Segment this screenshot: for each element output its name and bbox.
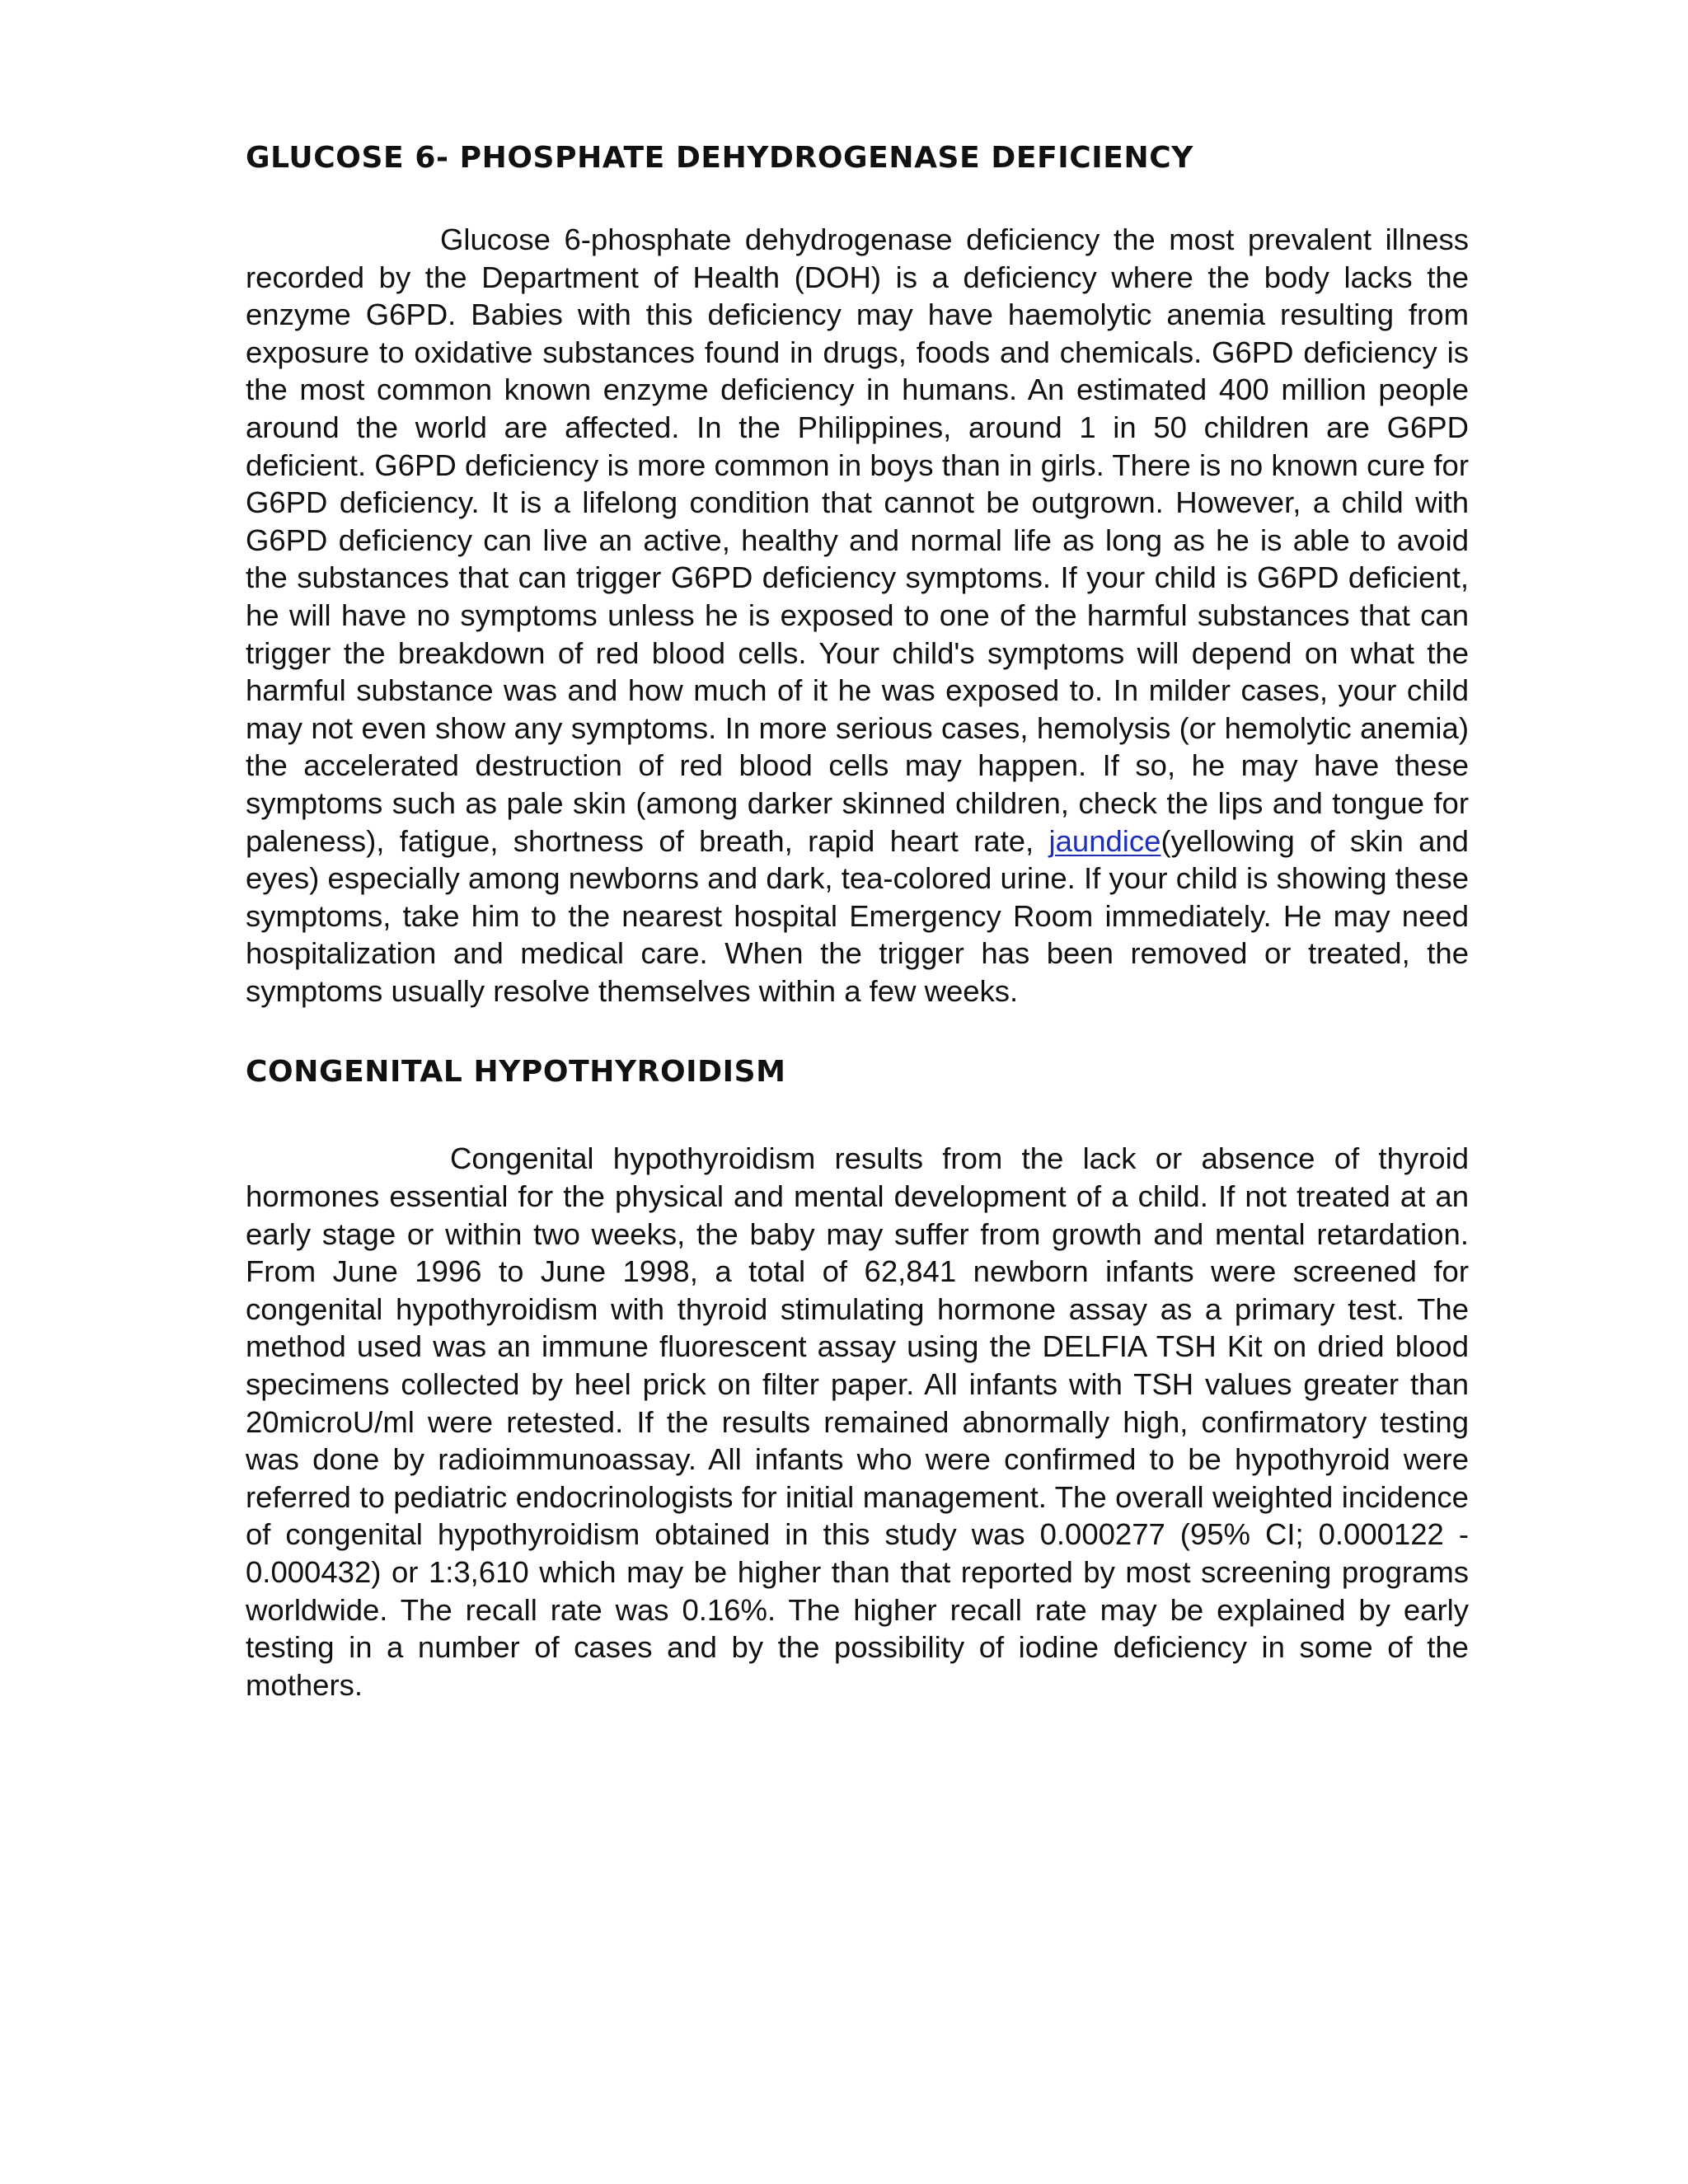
- g6pd-heading: GLUCOSE 6- PHOSPHATE DEHYDROGENASE DEFICIENCY: [246, 141, 1193, 175]
- jaundice-link[interactable]: jaundice: [1048, 823, 1161, 858]
- g6pd-paragraph-text-end: (yellowing of skin and eyes) especially among newborns and dark, tea-colored urine. If your child is showing these symptoms, take him to the nearest hospital Emergency Room immediately. He may need hospitalization and medical care. When the trigger has been removed or treated, the symptoms usually resolve themselves within a few weeks.: [246, 823, 1469, 1008]
- g6pd-paragraph: [246, 221, 1469, 1010]
- g6pd-paragraph-text-start: Glucose 6-phosphate dehydrogenase deficiency the most prevalent illness recorded by the Department of Health (DOH) is a deficiency where the body lacks the enzyme G6PD. Babies with this deficiency may have haemolytic anemia resulting from exposure to oxidative substances found in drugs, foods and chemicals. G6PD deficiency is the most common known enzyme deficiency in humans. An estimated 400 million people around the world are affected. In the Philippines, around 1 in 50 children are G6PD deficient. G6PD deficiency is more common in boys than in girls. There is no known cure for G6PD deficiency. It is a lifelong condition that cannot be outgrown. However, a child with G6PD deficiency can live an active, healthy and normal life as long as he is able to avoid the substances that can trigger G6PD deficiency symptoms. If your child is G6PD deficient, he will have no symptoms unless he is exposed to one of the harmful substances that can trigger the breakdown of red blood cells. Your child's symptoms will depend on what the harmful substance was and how much of it he was exposed to. In milder cases, your child may not even show any symptoms. In more serious cases, hemolysis (or hemolytic anemia) the accelerated destruction of red blood cells may happen. If so, he may have these symptoms such as pale skin (among darker skinned children, check the lips and tongue for paleness), fatigue, shortness of breath, rapid heart rate,: [246, 223, 1469, 858]
- document-content: [246, 138, 1469, 1704]
- hypothyroidism-paragraph: Congenital hypothyroidism results from the lack or absence of thyroid hormones essential for the physical and mental development of a child. If not treated at an early stage or within two weeks, the baby may suffer from growth and mental retardation. From June 1996 to June 1998, a total of 62,841 newborn infants were screened for congenital hypothyroidism with thyroid stimulating hormone assay as a primary test. The method used was an immune fluorescent assay using the DELFIA TSH Kit on dried blood specimens collected by heel prick on filter paper. All infants with TSH values greater than 20microU/ml were retested. If the results remained abnormally high, confirmatory testing was done by radioimmunoassay. All infants who were confirmed to be hypothyroid were referred to pediatric endocrinologists for initial management. The overall weighted incidence of congenital hypothyroidism obtained in this study was 0.000277 (95% CI; 0.000122 - 0.000432) or 1:3,610 which may be higher than that reported by most screening programs worldwide. The recall rate was 0.16%. The higher recall rate may be explained by early testing in a number of cases and by the possibility of iodine deficiency in some of the mothers.: [246, 1141, 1469, 1702]
- hypothyroidism-heading: CONGENITAL HYPOTHYROIDISM: [246, 1055, 786, 1090]
